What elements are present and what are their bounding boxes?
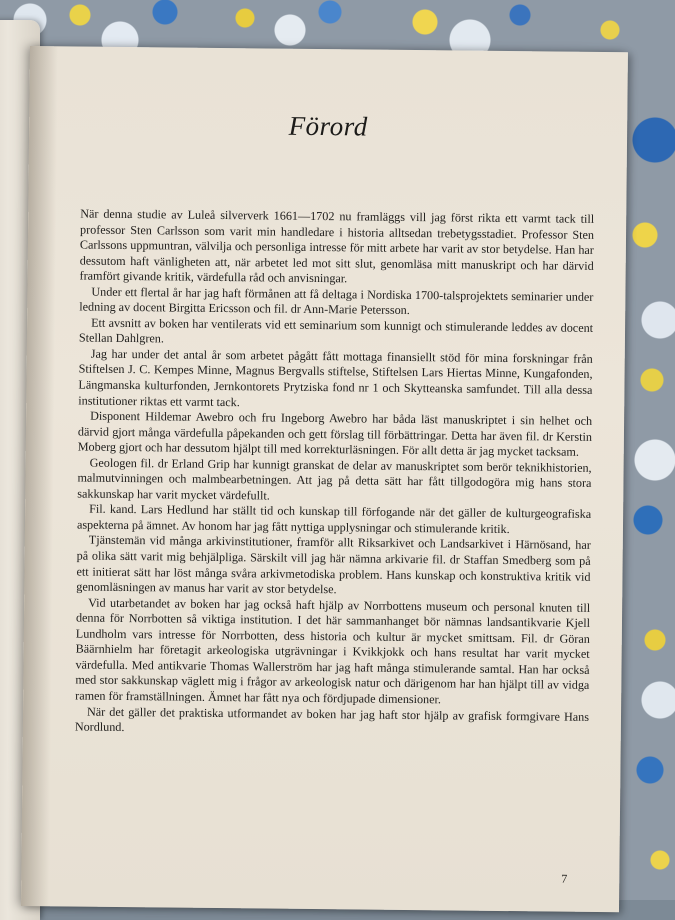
foreword-body	[75, 207, 595, 741]
paragraph-10: När det gäller det praktiska utformandet av boken har jag haft stor hjälp av grafisk formgivare Hans Nordlund.	[74, 704, 590, 735]
paragraph-9: Vid utarbetandet av boken har jag också haft hjälp av Norrbottens museum och personal knuten till denna för Norrbotten så viktiga institution. I det här sammanhanget bör nämnas landsantikvarie Kjell Lundholm vars intresse för Norrbotten, dess historia och kultur är mycket smittsam. Fil. dr Göran Bäärnhielm har företagit arkeologiska utgrävningar i Kvikkjokk och hans resultat har varit mycket värdefulla. Med antikvarie Thomas Wallerström har jag haft många stimulerande samtal. Han har också med stor sakkunskap väglett mig i frågor av arkeologisk natur och därigenom har han hjälpt till av vidga ramen för framställningen. Ämnet har fått nya och fördjupade dimensioner.	[75, 595, 591, 707]
paragraph-6: Geologen fil. dr Erland Grip har kunnigt granskat de delar av manuskriptet som berör teknikhistorien, malmutvinningen och malmbearbetningen. Att jag på detta sätt har fått tillgodogöra mig hans stora sakkunskap har varit mycket värdefullt.	[77, 455, 592, 503]
page-number: 7	[561, 871, 568, 886]
paragraph-3: Ett avsnitt av boken har ventilerats vid ett seminarium som kunnigt och stimulerande leddes av docent Stellan Dahlgren.	[78, 315, 594, 346]
paragraph-2: Under ett flertal år har jag haft förmånen att få deltaga i Nordiska 1700-talsprojektets seminarier under ledning av docent Birgitta Ericsson och fil. dr Ann-Marie Petersson.	[79, 284, 594, 318]
page-title: Förord	[288, 110, 368, 142]
paragraph-8: Tjänstemän vid många arkivinstitutioner, framför allt Riksarkivet och Landsarkivet i Härnösand, har på olika sätt varit mig behjälpliga. Särskilt vill jag här nämna arkivarie fil. dr Staffan Smedberg som på ett initierat sätt har löst många svåra arkivmetodiska problem. Hans kunskap och konstruktiva kritik vid genomläsningen av manus har varit av stor betydelse.	[76, 533, 591, 597]
paragraph-5: Disponent Hildemar Awebro och fru Ingeborg Awebro har båda läst manuskriptet i sin helhet och därvid gjort många värdefulla påpekanden och gett förslag till förbättringar. Detta har även fil. dr Kerstin Moberg gjort och har dessutom hjälpt till med korrekturläsningen. För allt detta är jag mycket tacksam.	[77, 408, 593, 459]
book-page	[21, 46, 628, 912]
paragraph-7: Fil. kand. Lars Hedlund har ställt tid och kunskap till förfogande när det gäller de kulturgeografiska aspekterna på ämnet. Av honom har jag fått nyttiga upplysningar och stimulerande kritik.	[76, 502, 592, 536]
paragraph-1: När denna studie av Luleå silververk 1661—1702 nu framläggs vill jag först rikta ett varmt tack till professor Sten Carlsson som varit min handledare i historia alltsedan trebetygsstadiet. Professor Sten Carlssons uppmuntran, välvilja och personliga intresse för mitt arbete har varit av stor betydelse. Han har dessutom haft vänligheten att, när arbetet led mot sitt slut, genomläsa mitt manuskript och har därvid framfört givande kritik, värdefulla råd och anvisningar.	[79, 206, 595, 286]
paragraph-4: Jag har under det antal år som arbetet pågått fått mottaga finansiellt stöd för mina forskningar från Stiftelsen J. C. Kempes Minne, Magnus Bergvalls stiftelse, Stiftelsen Lars Hiertas Minne, Kungafonden, Längmanska kulturfonden, Jernkontorets Prytziska fond nr 1 och Skytteanska samfundet. Till alla dessa institutioner riktas ett varmt tack.	[78, 346, 593, 409]
